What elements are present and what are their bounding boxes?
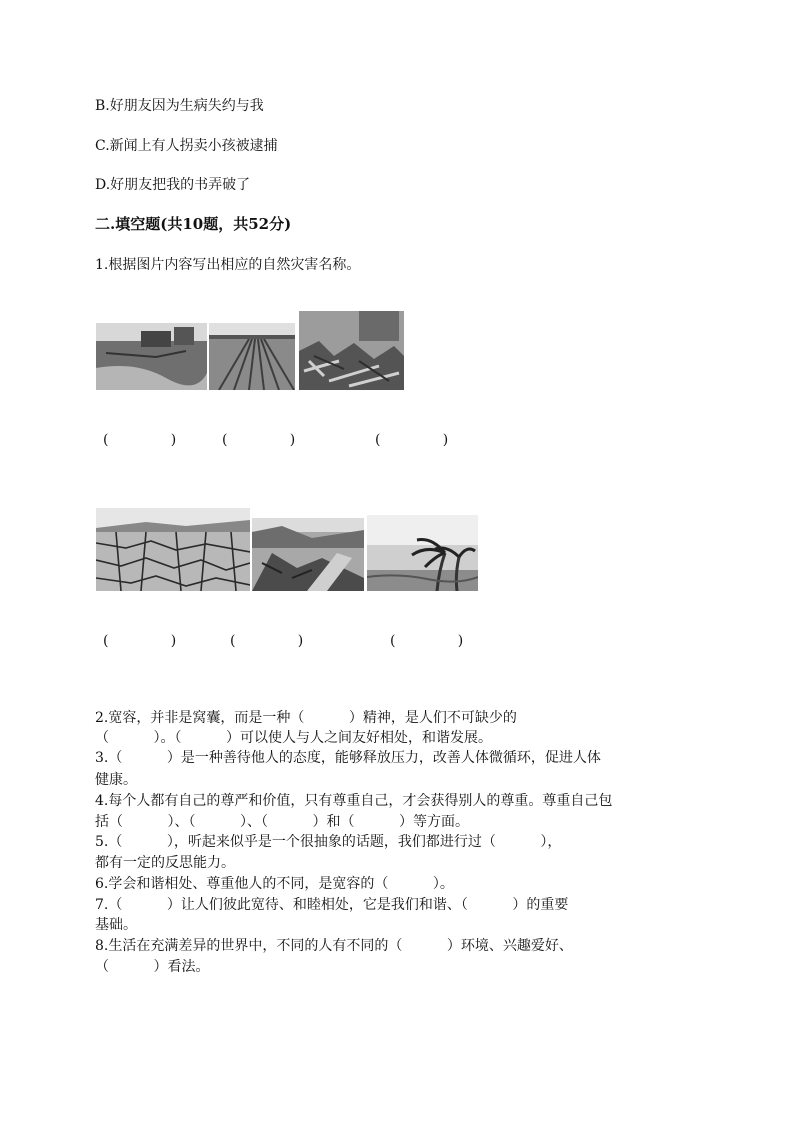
question-3-line-2: 健康。 [95,772,137,788]
drought-cracked-earth-photo [96,508,250,591]
answer-blank[interactable]: ( ) [103,432,177,448]
section-heading: 二.填空题(共10题，共52分) [95,215,292,233]
answer-blank[interactable]: ( ) [390,633,464,649]
question-4-line-1: 4.每个人都有自己的尊严和价值，只有尊重自己，才会获得别人的尊重。尊重自己包 [95,793,613,809]
answer-blank[interactable]: ( ) [230,633,304,649]
answer-blank[interactable]: ( ) [375,432,449,448]
question-8-line-1: 8.生活在充满差异的世界中，不同的人有不同的（ ）环境、兴趣爱好、 [95,938,573,954]
answer-blank[interactable]: ( ) [222,432,296,448]
answer-blank[interactable]: ( ) [103,633,177,649]
option-b: B.好朋友因为生病失约与我 [95,98,264,114]
question-8-line-2: （ ）看法。 [95,959,210,975]
question-5-line-2: 都有一定的反思能力。 [95,855,235,871]
question-7-line-1: 7.（ ）让人们彼此宽待、和睦相处，它是我们和谐、（ ）的重要 [95,897,569,913]
question-3-line-1: 3.（ ）是一种善待他人的态度，能够释放压力，改善人体微循环，促进人体 [95,750,601,766]
question-7-line-2: 基础。 [95,917,137,933]
question-4-line-2: 括（ ）、（ ）、（ ）和（ ）等方面。 [95,814,470,830]
question-5-line-1: 5.（ ），听起来似乎是一个很抽象的话题，我们都进行过（ ）， [95,834,562,850]
question-2-line-1: 2.宽容，并非是窝囊，而是一种（ ）精神，是人们不可缺少的 [95,710,517,726]
option-c: C.新闻上有人拐卖小孩被逮捕 [95,138,278,154]
question-2-line-2: （ ）。（ ）可以使人与人之间友好相处，和谐发展。 [95,730,493,746]
question-6-line-1: 6.学会和谐相处、尊重他人的不同，是宽容的（ ）。 [95,876,454,892]
flood-photo [96,323,207,390]
landslide-photo [252,518,364,591]
flooded-field-photo [209,323,295,390]
question-1-prompt: 1.根据图片内容写出相应的自然灾害名称。 [95,257,361,273]
earthquake-rubble-photo [299,311,404,390]
option-d: D.好朋友把我的书弄破了 [95,177,251,193]
typhoon-palm-trees-photo [367,515,478,591]
